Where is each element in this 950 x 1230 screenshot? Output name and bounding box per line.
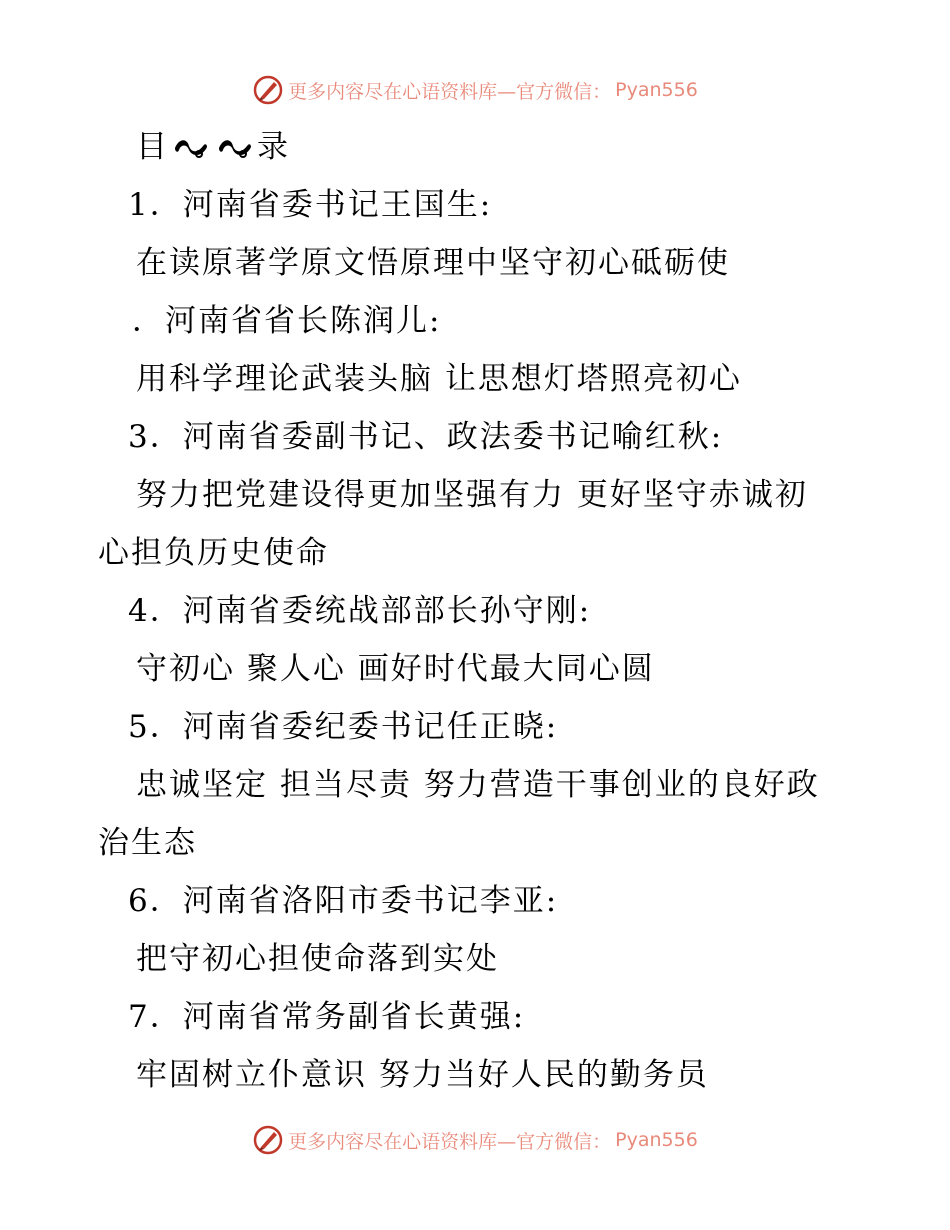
toc-entry-subtitle: 牢固树立仆意识 努力当好人民的勤务员	[136, 1057, 709, 1093]
toc-entry-heading: 3．河南省委副书记、政法委书记喻红秋:	[128, 419, 724, 455]
fleuron-ornament-icon	[173, 134, 209, 160]
toc-entry-subtitle: 用科学理论武装头脑 让思想灯塔照亮初心	[136, 361, 742, 397]
banner-text: 更多内容尽在心语资料库—官方微信：	[288, 1130, 612, 1153]
toc-title-end: 录	[257, 129, 290, 165]
banner-wechat-id: Pyan556	[615, 79, 698, 101]
toc-entry-subtitle: 守初心 聚人心 画好时代最大同心圆	[136, 651, 655, 687]
toc-entry-heading: ．河南省省长陈润儿:	[132, 303, 442, 339]
toc-content	[98, 118, 858, 1104]
toc-entry-subtitle: 努力把党建设得更加坚强有力 更好坚守赤诚初	[136, 477, 808, 513]
toc-entry-subtitle: 把守初心担使命落到实处	[136, 941, 499, 977]
toc-entry-heading: 6．河南省洛阳市委书记李亚:	[128, 883, 559, 919]
toc-entry-subtitle-continued: 治生态	[98, 825, 197, 861]
footer-banner	[0, 1120, 950, 1160]
toc-entry-subtitle: 忠诚坚定 担当尽责 努力营造干事创业的良好政	[136, 767, 820, 803]
pen-logo-icon	[252, 1124, 284, 1156]
toc-entry-heading: 5．河南省委纪委书记任正晓:	[128, 709, 559, 745]
toc-title	[98, 118, 858, 176]
banner-wechat-id: Pyan556	[615, 1129, 698, 1151]
toc-entry-heading: 7．河南省常务副省长黄强:	[128, 999, 526, 1035]
fleuron-ornament-icon	[217, 134, 253, 160]
toc-entry-subtitle-continued: 心担负历史使命	[98, 535, 329, 571]
pen-logo-icon	[252, 74, 284, 106]
banner-text: 更多内容尽在心语资料库—官方微信：	[288, 80, 612, 103]
header-banner	[0, 70, 950, 110]
toc-entry-heading: 4．河南省委统战部部长孙守刚:	[128, 593, 592, 629]
toc-entry-subtitle: 在读原著学原文悟原理中坚守初心砥砺使	[136, 245, 730, 281]
toc-title-start: 目	[136, 129, 169, 165]
toc-entry-heading: 1．河南省委书记王国生:	[128, 187, 493, 223]
